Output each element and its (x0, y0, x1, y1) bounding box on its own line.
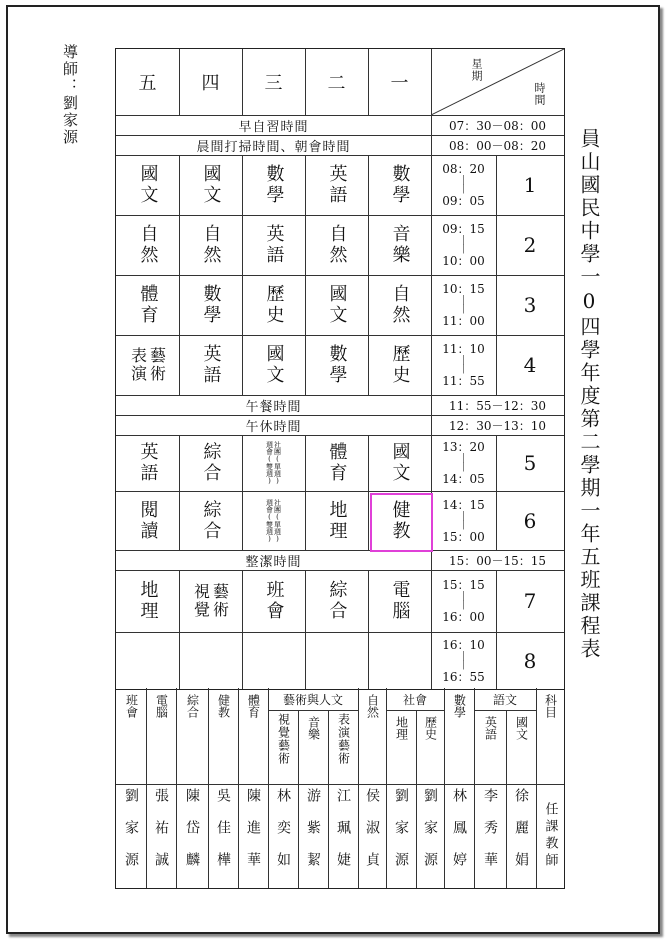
grid-line-v (242, 275, 243, 335)
teacher-name-5 (268, 784, 298, 888)
period-end: 10：00 (442, 254, 485, 268)
subject-label: 歷史 (423, 716, 438, 740)
grid-line-v (179, 49, 180, 115)
teacher-name: 李秀華 (482, 788, 498, 884)
period-time-range (442, 342, 485, 388)
subject-text: 國文 (263, 344, 285, 386)
subject-label: 科目 (543, 694, 558, 718)
band-time-cleaning_meeting: 08：00－08：20 (448, 138, 547, 153)
grid-line-v (496, 215, 497, 275)
group-social (386, 688, 444, 710)
period-time-range (442, 498, 485, 544)
period-3-day-2 (242, 275, 305, 335)
period-number-6: 6 (523, 508, 537, 533)
period-5-day-1 (179, 435, 242, 491)
grid-line-v (431, 49, 432, 115)
teacher-name-10 (416, 784, 444, 888)
teacher-name-11 (444, 784, 474, 888)
period-1-day-4 (368, 155, 431, 215)
grid-line-v (179, 215, 180, 275)
period-5-time (431, 435, 496, 491)
period-2-day-3 (305, 215, 368, 275)
grid-line-v (242, 215, 243, 275)
grid-line-v (368, 215, 369, 275)
teacher-name: 劉家源 (123, 788, 139, 884)
grid-line-v (431, 570, 432, 632)
grid-line-v (305, 632, 306, 689)
period-bar: | (461, 235, 466, 245)
teacher-subject-13 (506, 710, 536, 784)
subject-text: 地理 (137, 580, 159, 622)
period-bar: | (461, 591, 466, 601)
period-1-time (431, 155, 496, 215)
subject-text: 音樂 (389, 224, 411, 266)
grid-line-v (431, 395, 432, 415)
period-4-day-1 (179, 335, 242, 395)
teacher-subject-3 (208, 688, 238, 784)
period-end: 09：05 (442, 194, 485, 208)
subject-text: 歷史 (263, 284, 285, 326)
grid-line-v (431, 632, 432, 689)
band-time-nap: 12：30－13：10 (448, 418, 547, 433)
period-time-range (442, 578, 485, 624)
teacher-subject-5 (268, 710, 298, 784)
grid-line-v (305, 491, 306, 550)
subject-text: 國文 (137, 164, 159, 206)
period-7-day-1 (179, 570, 242, 632)
period-2-day-0 (116, 215, 179, 275)
grid-line-v (496, 632, 497, 689)
subject-label: 地理 (394, 716, 409, 740)
band-time-lunch: 11：55－12：30 (448, 398, 547, 413)
teacher-name: 侯淑貞 (364, 788, 380, 884)
period-end: 16：00 (442, 610, 485, 624)
period-5-day-4 (368, 435, 431, 491)
grid-line-v (368, 632, 369, 689)
teacher-subject-8 (358, 688, 386, 784)
period-end: 14：05 (442, 472, 485, 486)
band-cleaning_meeting: 晨間打掃時間、朝會時間 (196, 139, 351, 155)
period-number-2: 2 (523, 233, 537, 257)
grid-line-v (305, 155, 306, 215)
teacher-name: 任課教師 (542, 802, 558, 870)
grid-line-v (496, 335, 497, 395)
grid-line-v (242, 570, 243, 632)
period-bar: | (461, 462, 466, 472)
period-bar: | (461, 659, 466, 670)
teacher-subject-4 (238, 688, 268, 784)
teacher-name: 陳進華 (245, 788, 261, 884)
period-bar: | (461, 295, 466, 305)
grid-line-v (305, 275, 306, 335)
period-3-day-3 (305, 275, 368, 335)
grid-line-v (179, 632, 180, 689)
subject-text: 綜合 (200, 499, 222, 542)
subject-label: 視覺藝術 (276, 713, 291, 765)
period-2-day-1 (179, 215, 242, 275)
subject-text: 電腦 (389, 580, 411, 622)
diagonal-line (431, 49, 564, 115)
subject-text: 閱讀 (137, 499, 159, 542)
subject-text: 自然 (137, 224, 159, 266)
subject-text: 體育 (137, 284, 159, 326)
subject-label: 表演藝術 (336, 713, 351, 765)
subject-text: 國文 (389, 442, 411, 484)
period-time-range (442, 162, 485, 208)
period-end: 16：55 (442, 669, 485, 684)
period-3-day-4 (368, 275, 431, 335)
grid-line-v (242, 435, 243, 491)
period-4-day-0 (116, 335, 179, 395)
subject-text: 英語 (263, 224, 285, 266)
band-time-tidy: 15：00－15：15 (448, 553, 547, 568)
period-5-day-2 (242, 435, 305, 491)
teacher-name: 劉家源 (422, 788, 438, 884)
period-5-day-3 (305, 435, 368, 491)
period-4-day-4 (368, 335, 431, 395)
grid-line-v (368, 435, 369, 491)
period-5-day-0 (116, 435, 179, 491)
group-label: 文語 (492, 692, 517, 707)
grid-line-v (431, 335, 432, 395)
period-bar: | (461, 244, 466, 254)
teacher-subject-0 (116, 688, 146, 784)
subject-label: 音樂 (306, 716, 321, 740)
subject-label: 綜合 (185, 694, 200, 718)
period-time-range (442, 440, 485, 486)
subject-text: 體育 (326, 442, 348, 484)
teacher-name: 游紫絜 (305, 788, 321, 884)
day-header-3: 二 (327, 73, 346, 94)
subject-label: 體育 (246, 694, 261, 718)
period-6-day-2 (242, 491, 305, 550)
period-start: 10：15 (442, 282, 485, 296)
teacher-name-12 (474, 784, 506, 888)
grid-line-v (368, 491, 369, 550)
teacher-name: 徐麗娟 (513, 788, 529, 884)
period-bar: | (461, 175, 466, 185)
grid-line-v (368, 155, 369, 215)
subject-text: 國文 (200, 164, 222, 206)
period-bar: | (461, 453, 466, 463)
period-3-time (431, 275, 496, 335)
grid-line-v (496, 491, 497, 550)
subject-text: 英語 (326, 164, 348, 206)
subject-text: 英語 (137, 442, 159, 484)
teacher-name-9 (386, 784, 416, 888)
teacher-name: 吳佳樺 (215, 788, 231, 884)
grid-line-v (431, 115, 432, 135)
period-4-time (431, 335, 496, 395)
subject-label: 數學 (452, 694, 467, 718)
period-1-day-0 (116, 155, 179, 215)
period-number-3: 3 (523, 293, 537, 317)
teacher-name-3 (208, 784, 238, 888)
highlight-box (370, 493, 433, 552)
teacher-subject-9 (386, 710, 416, 784)
period-number-5: 5 (523, 451, 537, 475)
subject-text: 自然 (200, 224, 222, 266)
subject-text: 數學 (326, 344, 348, 386)
period-bar: | (461, 650, 466, 661)
grid-line-v (431, 215, 432, 275)
period-1-day-2 (242, 155, 305, 215)
period-7-day-2 (242, 570, 305, 632)
period-2-day-2 (242, 215, 305, 275)
group-arts (268, 688, 358, 710)
period-7-time (431, 570, 496, 632)
band-tidy: 整潔時間 (245, 554, 302, 570)
grid-line-v (368, 275, 369, 335)
subject-text: 班會 (263, 580, 285, 622)
period-bar: | (461, 510, 466, 521)
subject-text: 綜合 (200, 442, 222, 484)
grid-line-v (305, 335, 306, 395)
grid-line-v (431, 550, 432, 570)
period-end: 11：55 (442, 374, 485, 388)
grid-line-v (305, 215, 306, 275)
period-end: 11：00 (442, 314, 485, 328)
period-end: 15：00 (442, 529, 485, 544)
teacher-subject-6 (298, 710, 328, 784)
subject-label: 健教 (216, 694, 231, 718)
grid-line-v (179, 275, 180, 335)
teacher-name-14 (536, 784, 564, 888)
period-8-day-1 (179, 632, 242, 689)
teacher-name-13 (506, 784, 536, 888)
period-8-day-4 (368, 632, 431, 689)
grid-line-v (242, 155, 243, 215)
teacher-table (115, 688, 565, 889)
grid-line-v (496, 155, 497, 215)
grid-line-v (305, 49, 306, 115)
period-number-8: 8 (523, 648, 537, 673)
teacher-name: 江珮婕 (335, 788, 351, 884)
period-bar: | (461, 184, 466, 194)
period-bar: | (461, 519, 466, 530)
grid-line-v (305, 570, 306, 632)
subject-text: 綜合 (326, 580, 348, 622)
period-7-day-4 (368, 570, 431, 632)
grid-line-v (179, 570, 180, 632)
band-morning_study: 早自習時間 (238, 119, 309, 135)
grid-line-v (179, 435, 180, 491)
subject-text: 健教 (389, 499, 411, 542)
period-1-day-3 (305, 155, 368, 215)
teacher-subject-12 (474, 710, 506, 784)
period-time-range (442, 638, 485, 684)
subject-label: 電腦 (154, 694, 169, 718)
period-start: 16：10 (442, 637, 485, 652)
subject-text: 自然 (389, 284, 411, 326)
band-nap: 午休時間 (245, 419, 302, 435)
period-7-day-0 (116, 570, 179, 632)
period-6-day-1 (179, 491, 242, 550)
teacher-subject-2 (176, 688, 208, 784)
teacher-name-0 (116, 784, 146, 888)
subject-text: 數學 (389, 164, 411, 206)
teacher-subject-1 (146, 688, 176, 784)
grid-line-v (368, 335, 369, 395)
subject-text: 英語 (200, 344, 222, 386)
period-start: 15：15 (442, 578, 485, 592)
period-1-day-1 (179, 155, 242, 215)
grid-line-v (431, 275, 432, 335)
teacher-name-1 (146, 784, 176, 888)
homeroom-teacher: 導師：劉家源 (61, 44, 79, 146)
period-3-day-0 (116, 275, 179, 335)
period-8-time (431, 632, 496, 689)
period-bar: | (461, 355, 466, 365)
period-8-day-2 (242, 632, 305, 689)
grid-line-v (242, 491, 243, 550)
period-2-time (431, 215, 496, 275)
period-time-range (442, 282, 485, 328)
grid-line-v (305, 435, 306, 491)
period-4-day-3 (305, 335, 368, 395)
period-start: 08：20 (442, 162, 485, 176)
period-6-time (431, 491, 496, 550)
period-time-range (442, 222, 485, 268)
subject-label: 英語 (483, 716, 498, 740)
day-header-4: 一 (390, 73, 409, 94)
grid-line-v (368, 49, 369, 115)
weekday-label: 星期 (470, 58, 483, 82)
grid-line-v (242, 632, 243, 689)
teacher-name-4 (238, 784, 268, 888)
teacher-name-7 (328, 784, 358, 888)
period-6-day-0 (116, 491, 179, 550)
subject-text: 數學 (263, 164, 285, 206)
grid-line-v (179, 155, 180, 215)
teacher-name: 劉家源 (393, 788, 409, 884)
grid-line-v (496, 570, 497, 632)
teacher-name-2 (176, 784, 208, 888)
header-diagonal (431, 49, 564, 115)
period-start: 09：15 (442, 222, 485, 236)
teacher-subject-7 (328, 710, 358, 784)
teacher-name-8 (358, 784, 386, 888)
subject-text: 國文 (326, 284, 348, 326)
teacher-name: 林鳳婷 (451, 788, 467, 884)
schedule-grid (115, 48, 565, 690)
group-label: 會社 (402, 692, 427, 707)
teacher-name: 陳岱麟 (184, 788, 200, 884)
grid-line-v (179, 335, 180, 395)
subject-text: 社團(單週)週會(雙週) (265, 498, 282, 543)
grid-line-v (431, 415, 432, 435)
grid-line-v (242, 49, 243, 115)
grid-line-v (496, 435, 497, 491)
grid-line-v (242, 335, 243, 395)
period-number-1: 1 (523, 173, 537, 197)
period-number-4: 4 (523, 353, 537, 377)
subject-text: 藝術視覺 (191, 583, 230, 619)
grid-line-v (179, 491, 180, 550)
subject-text: 自然 (326, 224, 348, 266)
period-8-day-3 (305, 632, 368, 689)
period-2-day-4 (368, 215, 431, 275)
day-header-1: 四 (201, 73, 220, 94)
teacher-subject-10 (416, 710, 444, 784)
day-header-2: 三 (264, 73, 283, 94)
time-label: 時間 (533, 82, 546, 106)
subject-text: 社團(單週)週會(雙週) (265, 441, 282, 485)
period-start: 11：10 (442, 342, 485, 356)
day-header-0: 五 (138, 73, 157, 94)
teacher-name: 張祐誠 (153, 788, 169, 884)
teacher-subject-14 (536, 688, 564, 784)
period-bar: | (461, 364, 466, 374)
teacher-name-6 (298, 784, 328, 888)
subject-text: 歷史 (389, 344, 411, 386)
period-4-day-2 (242, 335, 305, 395)
period-start: 13：20 (442, 440, 485, 454)
period-bar: | (461, 304, 466, 314)
band-time-morning_study: 07：30－08：00 (448, 118, 547, 133)
subject-text: 地理 (326, 499, 348, 542)
grid-line-v (496, 275, 497, 335)
schedule-title: 員山國民中學一0四學年度第二學期一年五班課程表 (577, 128, 601, 661)
grid-line-v (368, 570, 369, 632)
teacher-subject-11 (444, 688, 474, 784)
period-7-day-3 (305, 570, 368, 632)
group-language (474, 688, 536, 710)
period-start: 14：15 (442, 497, 485, 512)
subject-label: 班會 (124, 694, 139, 718)
period-8-day-0 (116, 632, 179, 689)
group-label: 文人與術藝 (282, 692, 343, 707)
band-lunch: 午餐時間 (245, 399, 302, 415)
grid-line-v (431, 155, 432, 215)
subject-label: 國文 (514, 716, 529, 740)
period-bar: | (461, 600, 466, 610)
subject-text: 數學 (200, 284, 222, 326)
subject-label: 自然 (365, 694, 380, 718)
subject-text: 藝術表演 (128, 347, 167, 383)
teacher-name: 林奕如 (275, 788, 291, 884)
grid-line-v (431, 135, 432, 155)
period-number-7: 7 (523, 589, 537, 613)
period-3-day-1 (179, 275, 242, 335)
period-6-day-3 (305, 491, 368, 550)
grid-line-v (431, 435, 432, 491)
